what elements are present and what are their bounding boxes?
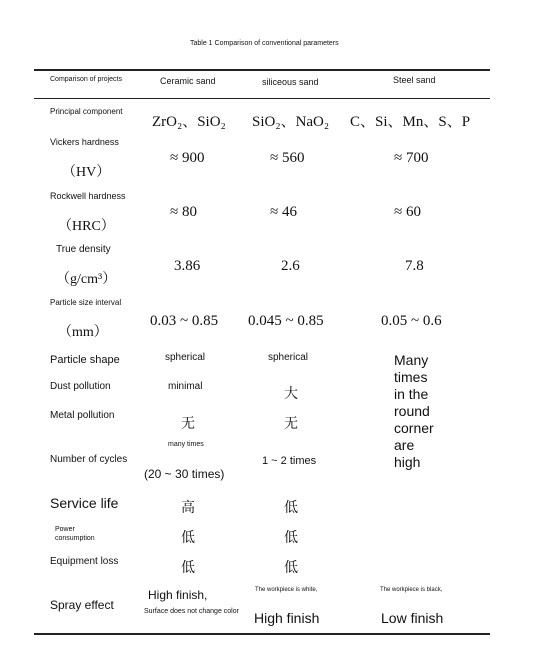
table-title: Table 1 Comparison of conventional parameters	[190, 40, 339, 47]
steel-principal-component: C、Si、Mn、S、P	[350, 114, 471, 130]
steel-note-line: corner	[394, 420, 434, 436]
ceramic-number-of-cycles: (20 ~ 30 times)	[144, 467, 225, 481]
siliceous-vickers-hardness: ≈ 560	[270, 150, 305, 166]
label-particle-size: Particle size interval	[50, 298, 122, 307]
steel-rockwell-hardness: ≈ 60	[394, 204, 421, 220]
label-vickers-unit: （HV）	[62, 165, 111, 180]
header-ceramic-sand: Ceramic sand	[160, 76, 216, 86]
header-comparison: Comparison of projects	[50, 76, 122, 83]
ceramic-true-density: 3.86	[174, 258, 201, 274]
steel-note-line: are	[394, 437, 415, 453]
header-siliceous-sand: siliceous sand	[262, 77, 319, 87]
ceramic-vickers-hardness: ≈ 900	[170, 150, 205, 166]
label-vickers-hardness: Vickers hardness	[50, 137, 119, 147]
ceramic-cycles-note: many times	[168, 441, 204, 448]
steel-note-line: high	[394, 454, 421, 470]
siliceous-particle-shape: spherical	[268, 352, 309, 363]
ceramic-metal-pollution: 无	[181, 416, 195, 432]
siliceous-particle-size: 0.045 ~ 0.85	[248, 313, 324, 329]
ceramic-particle-shape: spherical	[165, 352, 206, 363]
label-spray-effect: Spray effect	[50, 598, 114, 612]
label-power-line1: Power	[55, 526, 75, 533]
steel-note-line: times	[394, 369, 428, 385]
bottom-rule	[34, 633, 490, 635]
label-power-consumption	[55, 525, 95, 543]
siliceous-dust-pollution: 大	[284, 386, 298, 402]
steel-true-density: 7.8	[405, 258, 424, 274]
label-particle-shape: Particle shape	[50, 354, 120, 366]
label-service-life: Service life	[50, 495, 119, 511]
ceramic-equipment-loss: 低	[181, 560, 195, 576]
siliceous-spray-effect-line1: The workpiece is white,	[255, 587, 318, 593]
top-rule	[34, 69, 490, 71]
header-steel-sand: Steel sand	[393, 75, 436, 85]
siliceous-service-life: 低	[284, 500, 298, 516]
header-rule	[34, 98, 490, 99]
steel-note-line: round	[394, 403, 430, 419]
ceramic-spray-effect-line2: Surface does not change color	[144, 608, 239, 615]
ceramic-dust-pollution: minimal	[168, 381, 203, 392]
label-true-density: True density	[56, 244, 111, 255]
ceramic-service-life: 高	[181, 500, 195, 516]
siliceous-metal-pollution: 无	[284, 416, 298, 432]
steel-vickers-hardness: ≈ 700	[394, 150, 429, 166]
siliceous-number-of-cycles: 1 ~ 2 times	[262, 455, 317, 467]
steel-spray-effect-line2: Low finish	[381, 610, 444, 626]
label-number-of-cycles: Number of cycles	[50, 454, 128, 465]
siliceous-principal-component: SiO₂、NaO₂	[252, 114, 330, 130]
steel-particle-size: 0.05 ~ 0.6	[381, 313, 442, 329]
label-dust-pollution: Dust pollution	[50, 381, 111, 392]
siliceous-power-consumption: 低	[284, 530, 298, 546]
label-rockwell-hardness: Rockwell hardness	[50, 191, 126, 201]
ceramic-particle-size: 0.03 ~ 0.85	[150, 313, 219, 329]
ceramic-power-consumption: 低	[181, 530, 195, 546]
ceramic-principal-component: ZrO₂、SiO₂	[152, 114, 226, 130]
steel-note-line: Many	[394, 352, 429, 368]
label-particle-size-unit: （mm）	[58, 325, 108, 340]
label-metal-pollution: Metal pollution	[50, 410, 115, 421]
label-density-unit: （g/cm³）	[56, 272, 117, 287]
siliceous-equipment-loss: 低	[284, 560, 298, 576]
siliceous-spray-effect-line2: High finish	[254, 610, 320, 626]
siliceous-rockwell-hardness: ≈ 46	[270, 204, 297, 220]
ceramic-spray-effect-line1: High finish,	[148, 588, 208, 602]
label-rockwell-unit: （HRC）	[58, 219, 115, 234]
steel-merged-note	[394, 352, 454, 471]
label-equipment-loss: Equipment loss	[50, 556, 119, 567]
steel-spray-effect-line1: The workpiece is black,	[380, 587, 443, 593]
label-principal-component: Principal component	[50, 107, 123, 116]
siliceous-true-density: 2.6	[281, 258, 300, 274]
label-power-line2: consumption	[55, 535, 95, 542]
ceramic-rockwell-hardness: ≈ 80	[170, 204, 197, 220]
steel-note-line: in the	[394, 386, 429, 402]
